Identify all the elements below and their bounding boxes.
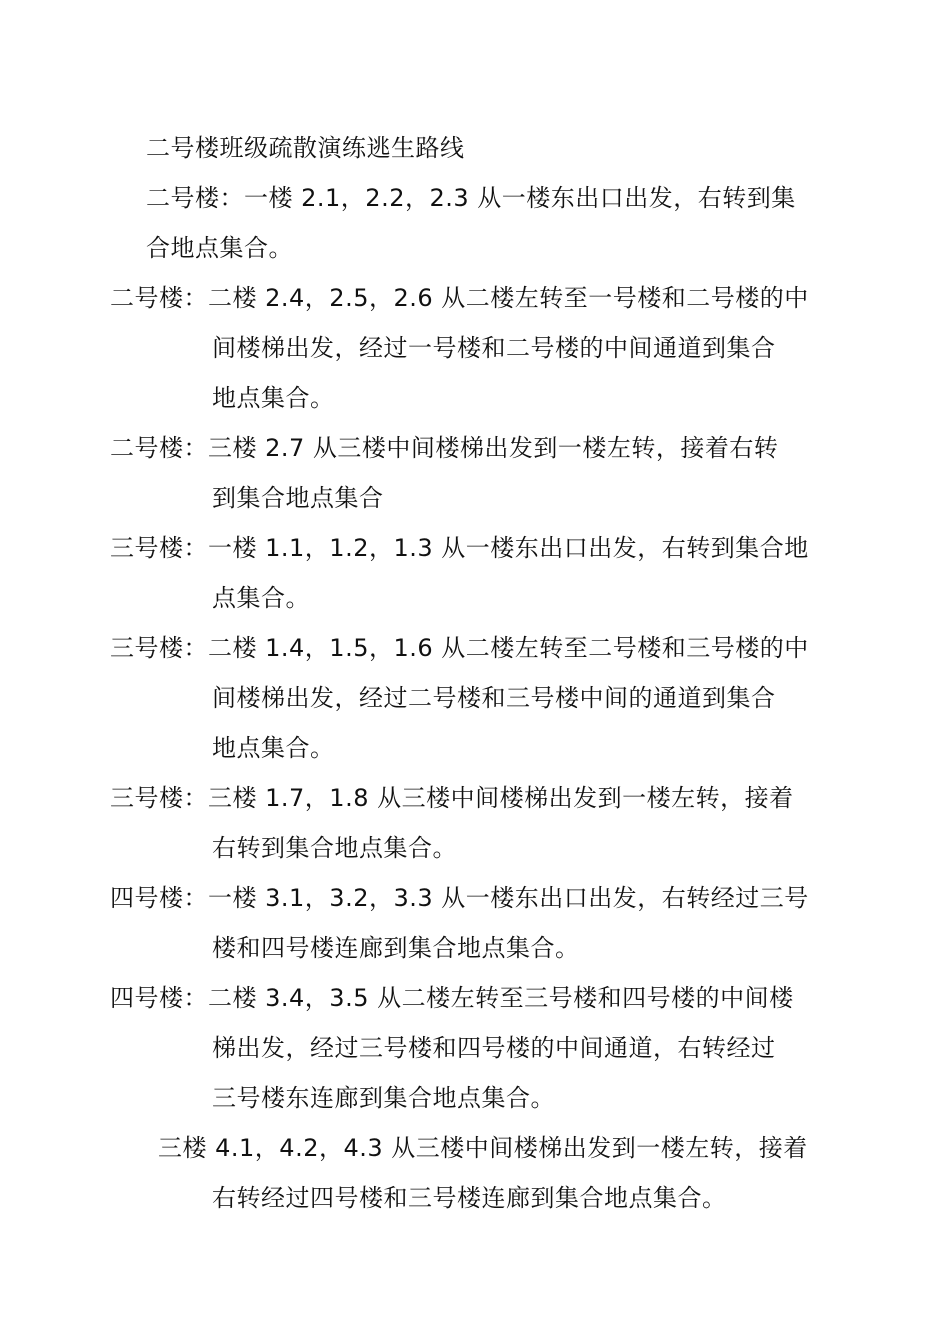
route-line: 点集合。 [212,584,310,612]
route-line: 三号楼：二楼 1.4，1.5，1.6 从二楼左转至二号楼和三号楼的中 [110,634,809,662]
route-line: 三号楼：三楼 1.7，1.8 从三楼中间楼梯出发到一楼左转，接着 [110,784,794,812]
route-line: 二号楼：二楼 2.4，2.5，2.6 从二楼左转至一号楼和二号楼的中 [110,284,809,312]
route-line: 合地点集合。 [146,234,293,262]
route-line: 梯出发，经过三号楼和四号楼的中间通道，右转经过 [212,1034,776,1062]
route-line: 四号楼：一楼 3.1，3.2，3.3 从一楼东出口出发，右转经过三号 [110,884,809,912]
route-line: 三号楼：一楼 1.1，1.2，1.3 从一楼东出口出发，右转到集合地 [110,534,809,562]
route-line: 二号楼：一楼 2.1，2.2，2.3 从一楼东出口出发，右转到集 [146,184,796,212]
route-line: 楼和四号楼连廊到集合地点集合。 [212,934,580,962]
route-line: 地点集合。 [212,734,335,762]
route-line: 四号楼：二楼 3.4，3.5 从二楼左转至三号楼和四号楼的中间楼 [110,984,794,1012]
route-line: 地点集合。 [212,384,335,412]
route-line: 三楼 4.1，4.2，4.3 从三楼中间楼梯出发到一楼左转，接着 [158,1134,808,1162]
document-title: 二号楼班级疏散演练逃生路线 [146,134,465,162]
route-line: 二号楼：三楼 2.7 从三楼中间楼梯出发到一楼左转，接着右转 [110,434,779,462]
route-line: 右转经过四号楼和三号楼连廊到集合地点集合。 [212,1184,727,1212]
route-line: 间楼梯出发，经过一号楼和二号楼的中间通道到集合 [212,334,776,362]
route-line: 三号楼东连廊到集合地点集合。 [212,1084,555,1112]
route-line: 到集合地点集合 [212,484,384,512]
route-line: 间楼梯出发，经过二号楼和三号楼中间的通道到集合 [212,684,776,712]
route-line: 右转到集合地点集合。 [212,834,457,862]
